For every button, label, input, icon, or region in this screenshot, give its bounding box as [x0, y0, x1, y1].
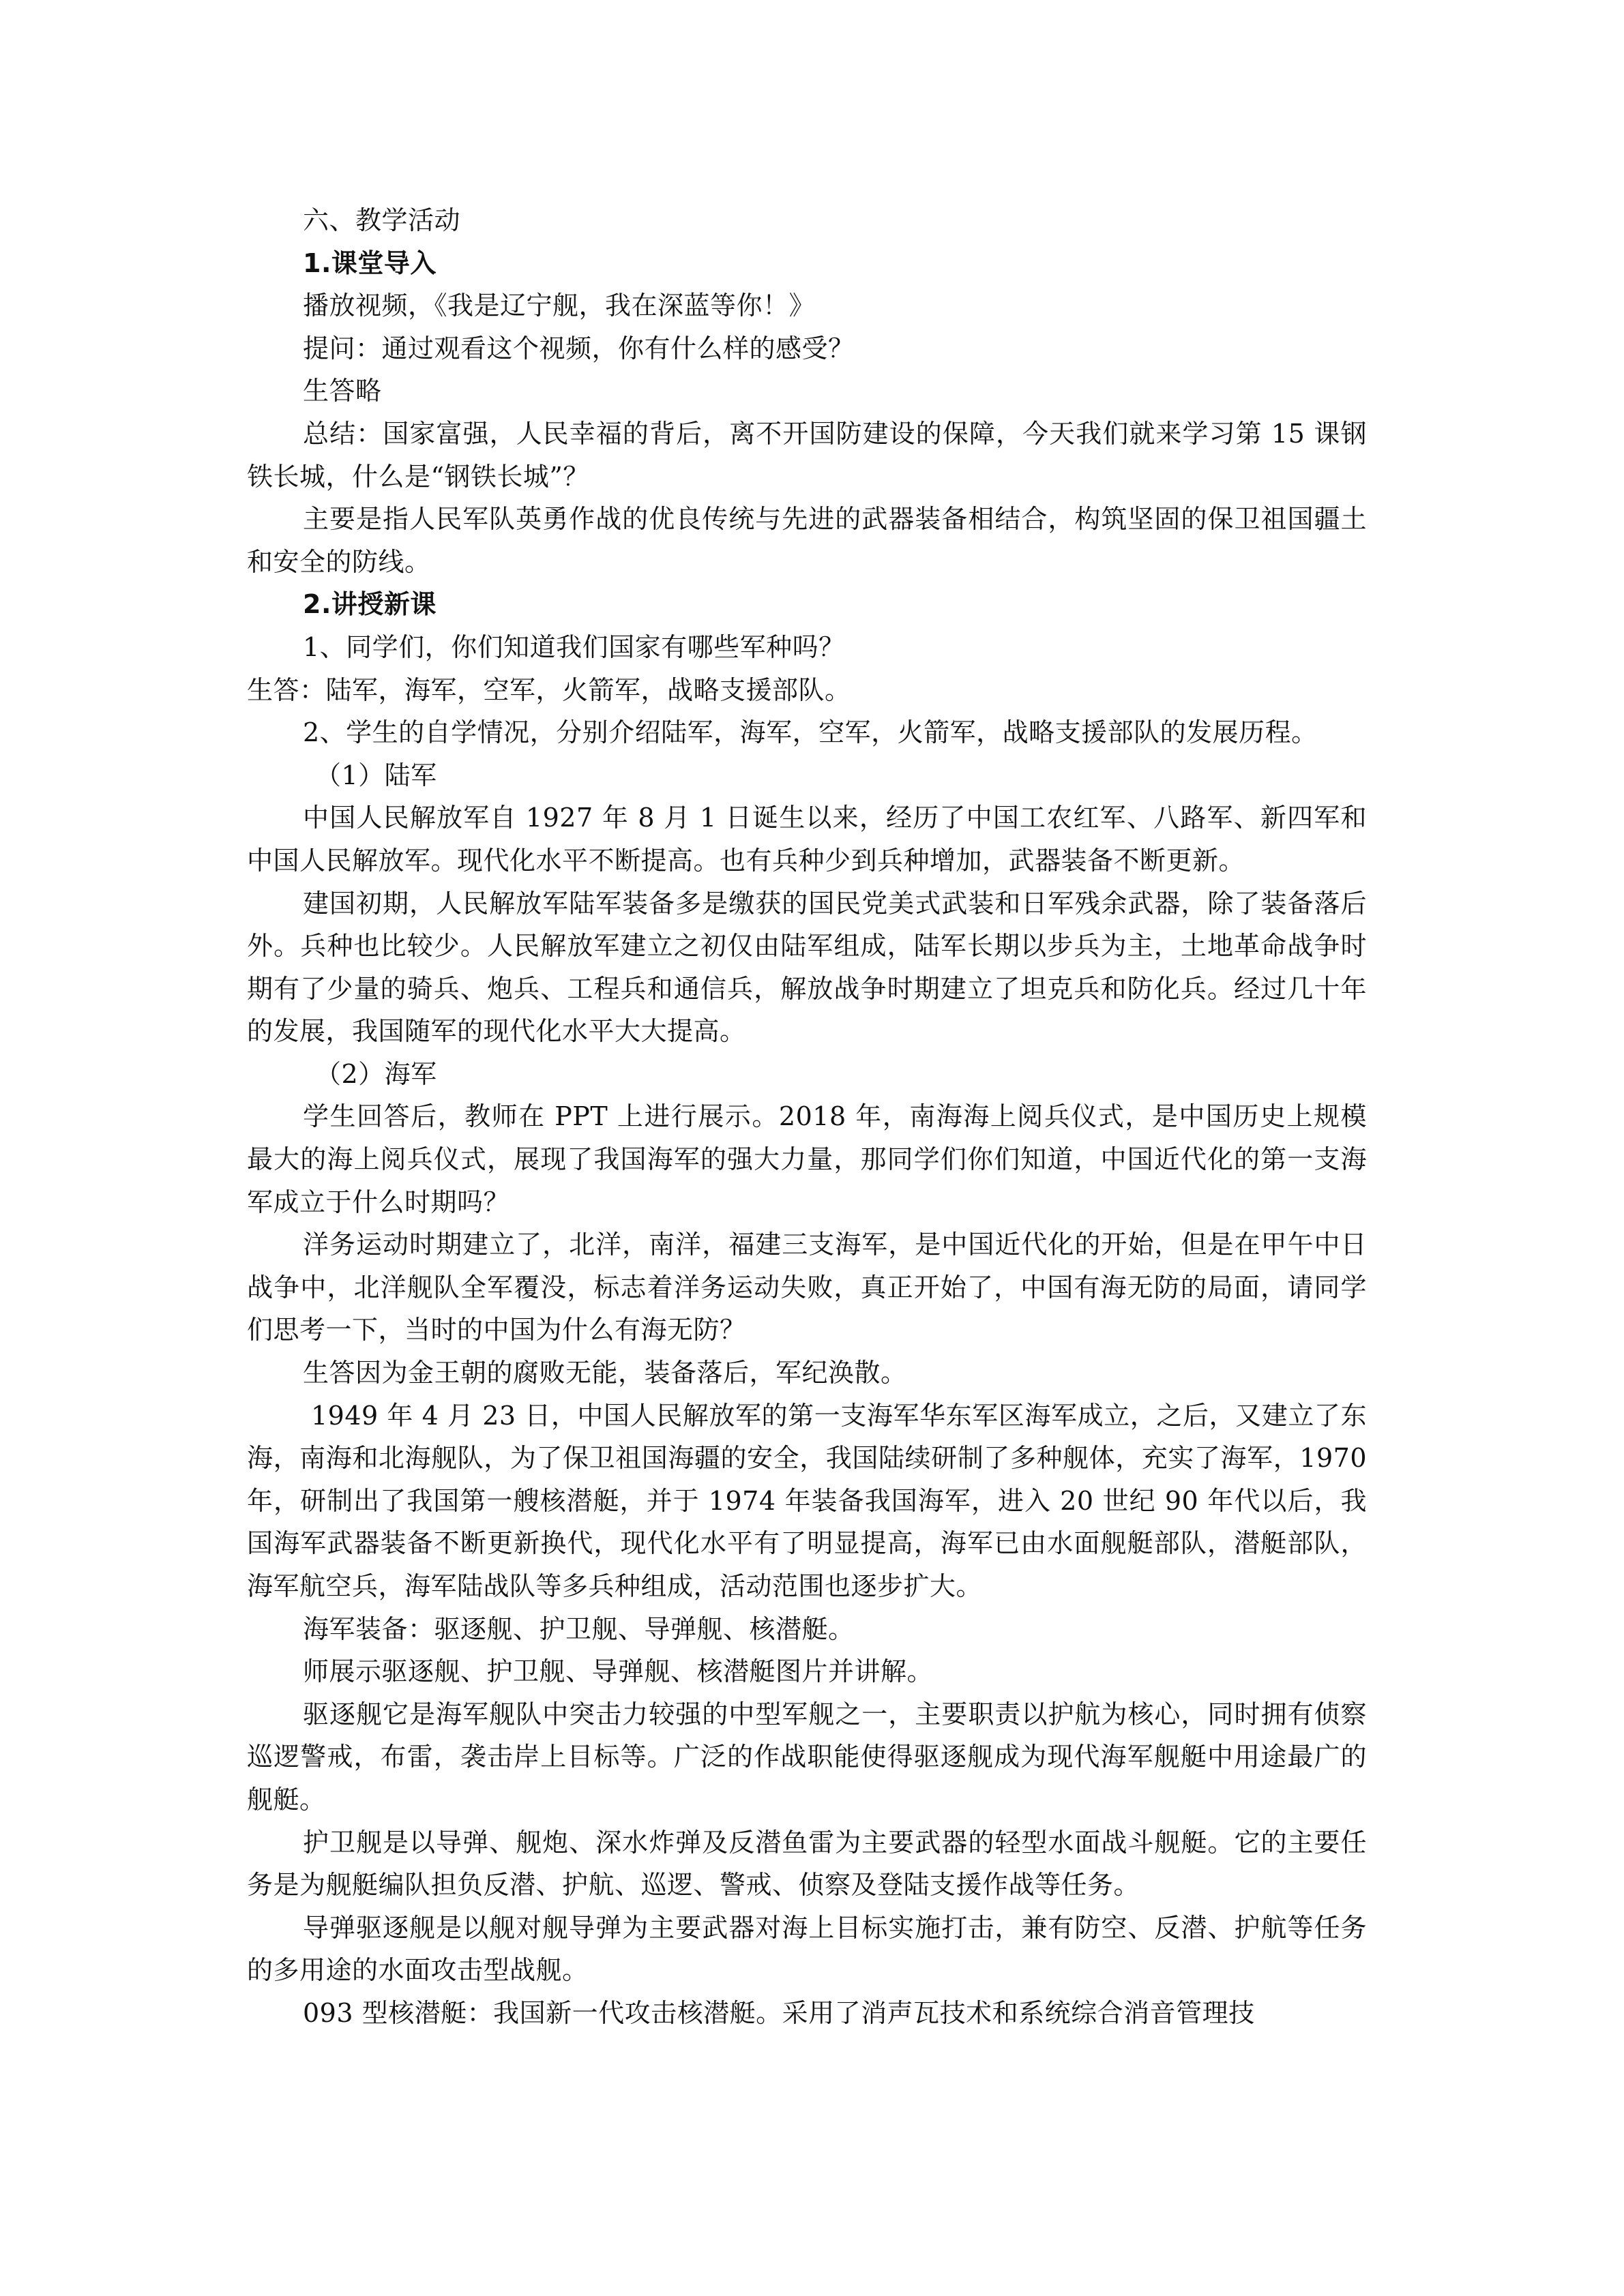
submarine-paragraph: 093 型核潜艇：我国新一代攻击核潜艇。采用了消声瓦技术和系统综合消音管理技 — [303, 1997, 1255, 2028]
document-body — [247, 199, 1367, 2035]
army-paragraph-2: 建国初期，人民解放军陆军装备多是缴获的国民党美式武装和日军残余武器，除了装备落后外。兵种也比较少。人民解放军建立之初仅由陆军组成，陆军长期以步兵为主，土地革命战争时期有了少量的骑兵、炮兵、工程兵和通信兵，解放战争时期建立了坦克兵和防化兵。经过几十年的发展，我国随军的现代化水平大大提高。 — [247, 888, 1367, 1047]
question-two-paragraph: 2、学生的自学情况，分别介绍陆军，海军，空军，火箭军，战略支援部队的发展历程。 — [303, 717, 1318, 748]
answer-one-line: 生答：陆军，海军，空军，火箭军，战略支援部队。 — [247, 674, 851, 705]
navy-heading: （2）海军 — [315, 1058, 437, 1089]
navy-paragraph-3: 生答因为金王朝的腐败无能，装备落后，军纪涣散。 — [303, 1358, 907, 1388]
question-line: 提问：通过观看这个视频，你有什么样的感受？ — [303, 333, 855, 363]
section-heading: 六、教学活动 — [303, 205, 461, 235]
destroyer-paragraph: 驱逐舰它是海军舰队中突击力较强的中型军舰之一，主要职责以护航为核心，同时拥有侦察巡逻警戒，布雷，袭击岸上目标等。广泛的作战职能使得驱逐舰成为现代海军舰艇中用途最广的舰艇。 — [247, 1699, 1367, 1815]
missile-destroyer-paragraph: 导弹驱逐舰是以舰对舰导弹为主要武器对海上目标实施打击，兼有防空、反潜、护航等任务的多用途的水面攻击型战舰。 — [247, 1912, 1367, 1986]
new-lesson-heading: 2.讲授新课 — [303, 589, 437, 620]
navy-paragraph-2: 洋务运动时期建立了，北洋，南洋，福建三支海军，是中国近代化的开始，但是在甲午中日战争中，北洋舰队全军覆没，标志着洋务运动失败，真正开始了，中国有海无防的局面，请同学们思考一下，当时的中国为什么有海无防？ — [247, 1229, 1367, 1345]
definition-paragraph: 主要是指人民军队英勇作战的优良传统与先进的武器装备相结合，构筑坚固的保卫祖国疆土和安全的防线。 — [247, 504, 1367, 577]
army-paragraph-1: 中国人民解放军自 1927 年 8 月 1 日诞生以来，经历了中国工农红军、八路军、新四军和中国人民解放军。现代化水平不断提高。也有兵种少到兵种增加，武器装备不断更新。 — [247, 803, 1367, 876]
navy-paragraph-1: 学生回答后，教师在 PPT 上进行展示。2018 年，南海海上阅兵仪式，是中国历史上规模最大的海上阅兵仪式，展现了我国海军的强大力量，那同学们你们知道，中国近代化的第一支海军成立于什么时期吗？ — [247, 1101, 1367, 1217]
navy-equipment-line: 海军装备：驱逐舰、护卫舰、导弹舰、核潜艇。 — [303, 1613, 855, 1644]
army-heading: （1）陆军 — [315, 760, 437, 790]
frigate-paragraph: 护卫舰是以导弹、舰炮、深水炸弹及反潜鱼雷为主要武器的轻型水面战斗舰艇。它的主要任务是为舰艇编队担负反潜、护航、巡逻、警戒、侦察及登陆支援作战等任务。 — [247, 1827, 1367, 1900]
question-one-line: 1、同学们，你们知道我们国家有哪些军种吗？ — [303, 631, 845, 662]
student-answer-line: 生答略 — [303, 376, 382, 406]
lesson-intro-heading: 1.课堂导入 — [303, 248, 437, 278]
summary-paragraph: 总结：国家富强，人民幸福的背后，离不开国防建设的保障，今天我们就来学习第 15 课钢铁长城，什么是“钢铁长城”？ — [247, 418, 1367, 492]
video-line: 播放视频，《我是辽宁舰，我在深蓝等你！》 — [303, 290, 816, 321]
navy-paragraph-4: 1949 年 4 月 23 日，中国人民解放军的第一支海军华东军区海军成立，之后，又建立了东海，南海和北海舰队，为了保卫祖国海疆的安全，我国陆续研制了多种舰体，充实了海军，1970 年，研制出了我国第一艘核潜艇，并于 1974 年装备我国海军，进入 20 世纪 90 年代以后，我国海军武器装备不断更新换代，现代化水平有了明显提高，海军已由水面舰艇部队，潜艇部队，海军航空兵，海军陆战队等多兵种组成，活动范围也逐步扩大。 — [247, 1400, 1367, 1601]
teacher-show-line: 师展示驱逐舰、护卫舰、导弹舰、核潜艇图片并讲解。 — [303, 1656, 934, 1687]
